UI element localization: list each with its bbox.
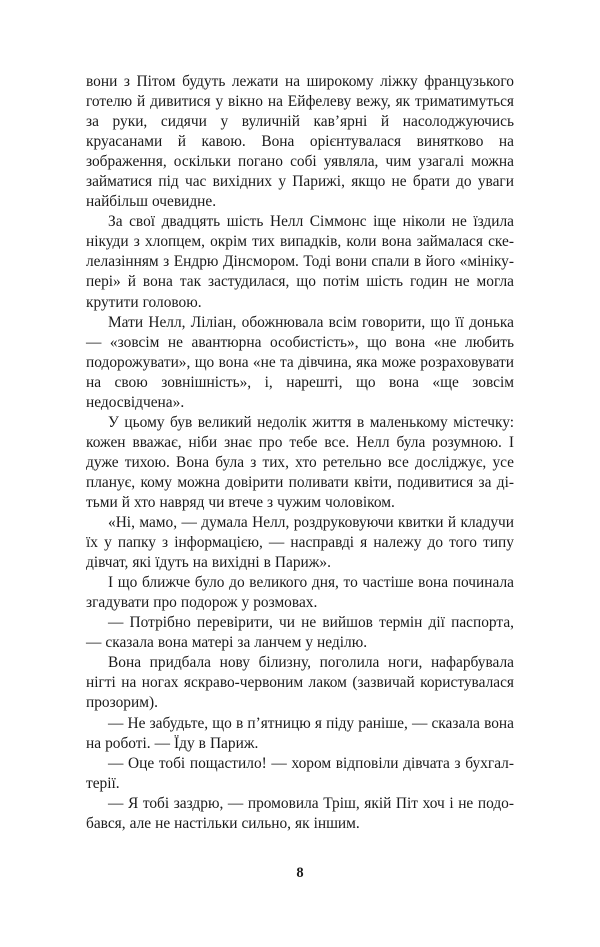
page-number: 8	[296, 865, 304, 881]
paragraph: — Потрібно перевірити, чи не вийшов термін дії паспорта, — сказала вона матері за ланчем у неділю.	[86, 614, 514, 652]
paragraph: — Я тобі заздрю, — промовила Тріш, якій Піт хоч і не подобався, але не настільки сильно, як іншим.	[86, 794, 514, 832]
paragraph: За свої двадцять шість Нелл Сіммонс іще ніколи не їздила нікуди з хлопцем, окрім тих випадків, коли вона займалася скелелазінням з Ендрю Дінсмором. Тоді вони спали в його «мінікупері» й вона так застудилася, що потім шість годин не могла крутити головою.	[86, 213, 514, 311]
paragraph: — Оце тобі пощастило! — хором відповіли дівчата з бухгалтерії.	[86, 754, 514, 792]
paragraph: «Ні, мамо, — думала Нелл, роздруковуючи квитки й кладучи їх у папку з інформацією, — насправді я належу до того типу дівчат, які їдуть на вихідні в Париж».	[86, 514, 514, 572]
page-text-block	[86, 72, 514, 834]
paragraph: І що ближче було до великого дня, то частіше вона починала згадувати про подорож у розмовах.	[86, 574, 514, 612]
paragraph: Мати Нелл, Ліліан, обожнювала всім говорити, що її донька — «зовсім не авантюрна особистість», що вона «не любить подорожувати», що вона «не та дівчина, яка може розраховувати на свою зовнішність», і, нарешті, що вона «ще зовсім недосвідчена».	[86, 313, 514, 411]
paragraph: Вона придбала нову білизну, поголила ноги, нафарбувала нігті на ногах яскраво-червоним лаком (зазвичай користувалася прозорим).	[86, 654, 514, 712]
paragraph: У цьому був великий недолік життя в маленькому містечку: кожен вважає, ніби знає про тебе все. Нелл була розумною. І дуже тихою. Вона була з тих, хто ретельно все досліджує, усе планує, кому можна довірити поливати квіти, подивитися за дітьми й хто навряд чи втече з чужим чоловіком.	[86, 413, 514, 511]
paragraph: вони з Пітом будуть лежати на широкому ліжку французького готелю й дивитися у вікно на Ейфелеву вежу, як триматимуться за руки, сидячи у вуличній кав’ярні й насолоджуючись круасанами й кавою. Вона орієнтувалася винятково на зображення, оскільки погано собі уявляла, чим узагалі можна займатися під час вихідних у Парижі, якщо не брати до уваги найбільш очевидне.	[86, 73, 514, 211]
paragraph: — Не забудьте, що в п’ятницю я піду раніше, — сказала вона на роботі. — Їду в Париж.	[86, 714, 514, 752]
